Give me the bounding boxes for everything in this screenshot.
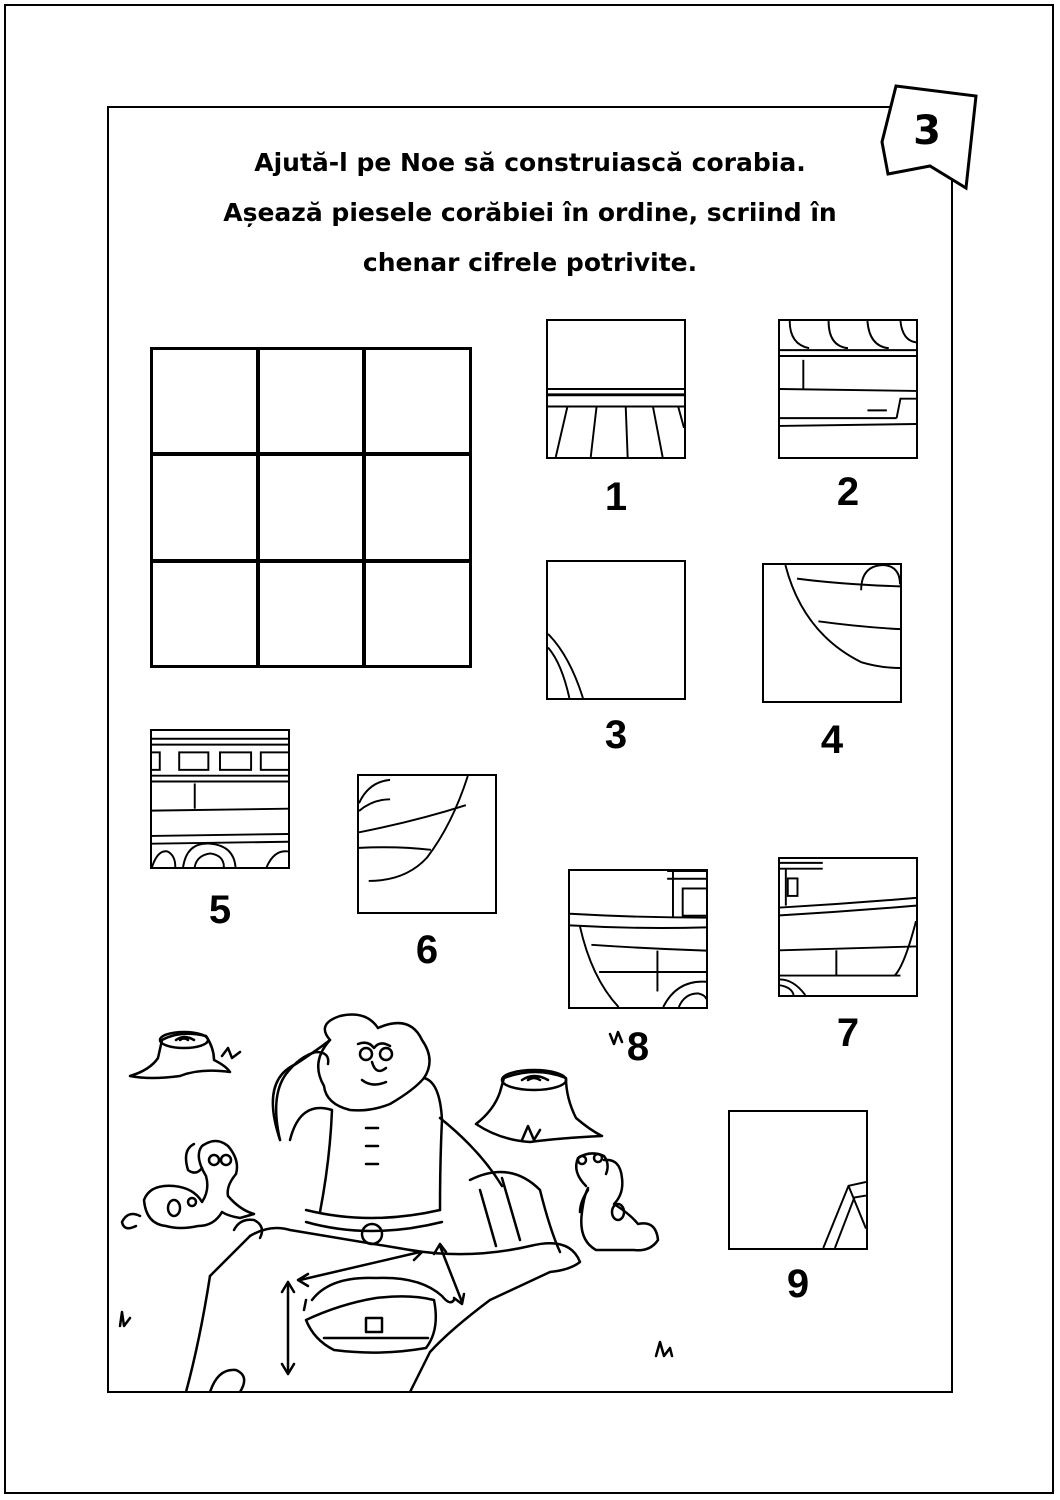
piece-number: 1 — [604, 475, 628, 519]
instruction-line-1: Ajută-l pe Noe să construiască corabia. — [254, 148, 806, 177]
answer-cell[interactable] — [366, 456, 469, 558]
puzzle-piece-3 — [546, 560, 686, 700]
answer-cell[interactable] — [260, 563, 363, 665]
piece-number: 6 — [415, 928, 439, 972]
puzzle-piece-7 — [778, 857, 918, 997]
answer-cell[interactable] — [260, 456, 363, 558]
puzzle-piece-9 — [728, 1110, 868, 1250]
piece-number: 7 — [836, 1011, 860, 1055]
puzzle-piece-4 — [762, 563, 902, 703]
piece-number: 4 — [820, 718, 844, 762]
puzzle-piece-1 — [546, 319, 686, 459]
noah-illustration — [110, 1000, 730, 1392]
puzzle-piece-8 — [568, 869, 708, 1009]
puzzle-piece-2 — [778, 319, 918, 459]
page-number: 3 — [913, 108, 941, 154]
piece-number: 9 — [786, 1262, 810, 1306]
answer-cell[interactable] — [260, 350, 363, 452]
piece-number: 3 — [604, 713, 628, 757]
instruction-line-3: chenar cifrele potrivite. — [362, 248, 698, 277]
answer-cell[interactable] — [366, 563, 469, 665]
answer-cell[interactable] — [153, 456, 256, 558]
puzzle-piece-6 — [357, 774, 497, 914]
instructions — [160, 138, 900, 288]
answer-cell[interactable] — [153, 563, 256, 665]
piece-number: 8 — [626, 1025, 650, 1069]
piece-number: 2 — [836, 470, 860, 514]
answer-cell[interactable] — [153, 350, 256, 452]
piece-number: 5 — [208, 888, 232, 932]
answer-cell[interactable] — [366, 350, 469, 452]
instruction-line-2: Așează piesele corăbiei în ordine, scriind în — [223, 198, 837, 227]
puzzle-piece-5 — [150, 729, 290, 869]
answer-grid — [150, 347, 472, 668]
